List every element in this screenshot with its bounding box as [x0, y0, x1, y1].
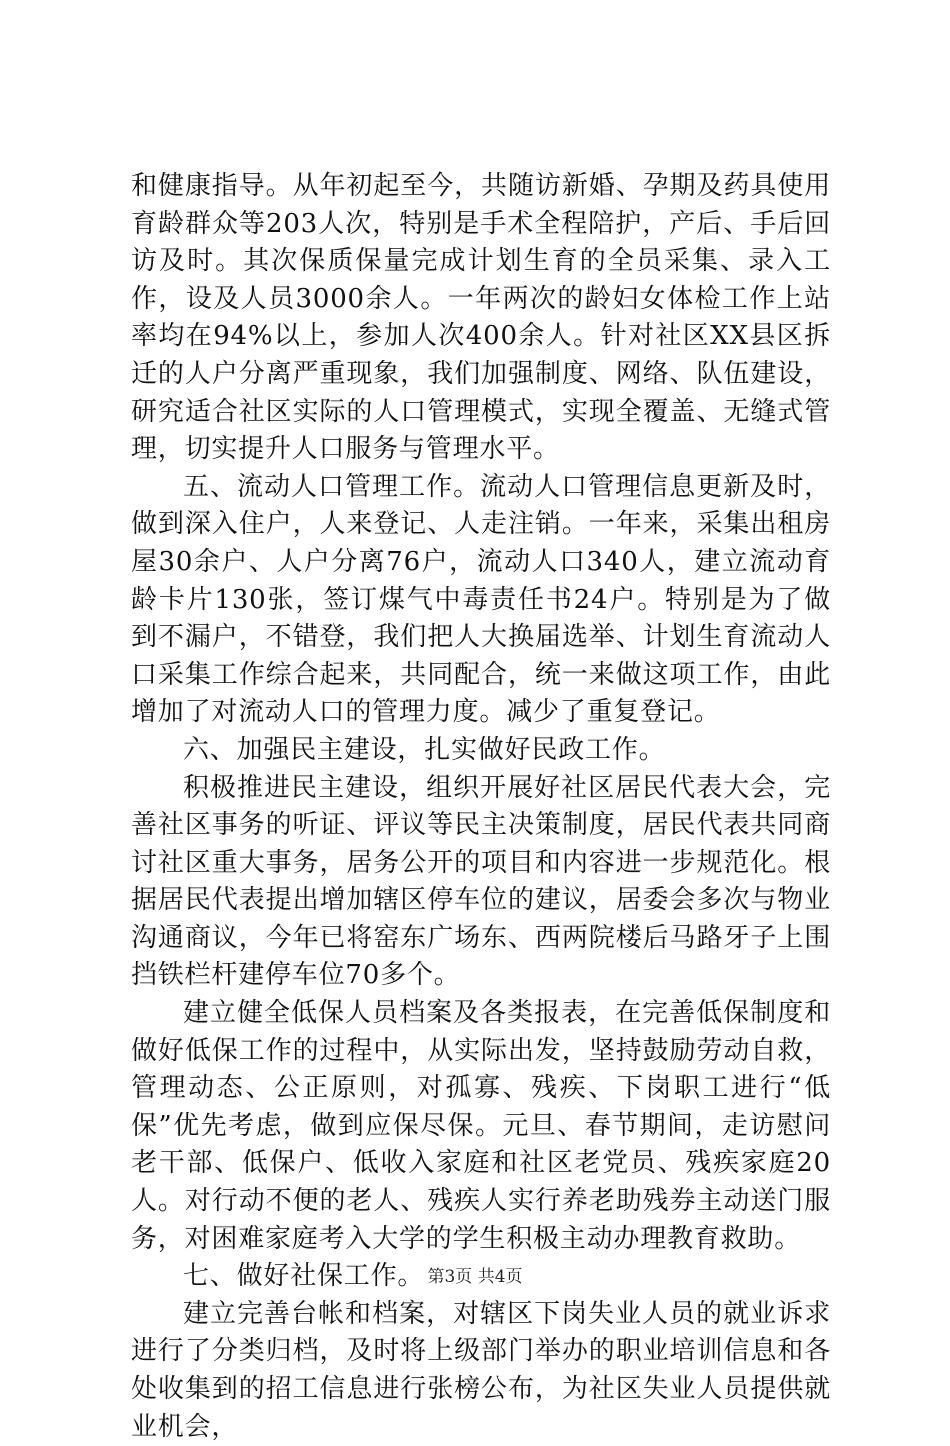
section-heading-6: 六、加强民主建设，扎实做好民政工作。	[183, 734, 666, 765]
paragraph-1: 和健康指导。从年初起至今，共随访新婚、孕期及药具使用育龄群众等203人次，特别是手术全程陪护，产后、手后回访及时。其次保质保量完成计划生育的全员采集、录入工作，设及人员3000余人。一年两次的龄妇女体检工作上站率均在94%以上，参加人次400余人。针对社区XX县区拆迁的人户分离严重现象，我们加强制度、网络、队伍建设，研究适合社区实际的人口管理模式，实现全覆盖、无缝式管理，切实提升人口服务与管理水平。	[131, 171, 831, 465]
page-number-footer: 第3页 共4页	[427, 1267, 523, 1287]
section-heading-7: 七、做好社保工作。	[183, 1261, 425, 1292]
paragraph-2: 五、流动人口管理工作。流动人口管理信息更新及时，做到深入住户，人来登记、人走注销。一年来，采集出租房屋30余户、人户分离76户，流动人口340人，建立流动育龄卡片130张，签订煤气中毒责任书24户。特别是为了做到不漏户，不错登，我们把人大换届选举、计划生育流动人口采集工作综合起来，共同配合，统一来做这项工作，由此增加了对流动人口的管理力度。减少了重复登记。	[131, 471, 831, 728]
paragraph-5: 建立健全低保人员档案及各类报表，在完善低保制度和做好低保工作的过程中，从实际出发，坚持鼓励劳动自救，管理动态、公正原则，对孤寡、残疾、下岗职工进行“低保”优先考虑，做到应保尽保。元旦、春节期间，走访慰问老干部、低保户、低收入家庭和社区老党员、残疾家庭20人。对行动不便的老人、残疾人实行养老助残券主动送门服务，对困难家庭考入大学的学生积极主动办理教育救助。	[131, 998, 831, 1254]
paragraph-4: 积极推进民主建设，组织开展好社区居民代表大会，完善社区事务的听证、评议等民主决策制度，居民代表共同商讨社区重大事务，居务公开的项目和内容进一步规范化。根据居民代表提出增加辖区停车位的建议，居委会多次与物业沟通商议，今年已将窑东广场东、西两院楼后马路牙子上围挡铁栏杆建停车位70多个。	[131, 772, 831, 991]
document-body	[131, 168, 831, 1446]
paragraph-7: 建立完善台帐和档案，对辖区下岗失业人员的就业诉求进行了分类归档，及时将上级部门举办的职业培训信息和各处收集到的招工信息进行张榜公布，为社区失业人员提供就业机会，	[131, 1298, 831, 1442]
